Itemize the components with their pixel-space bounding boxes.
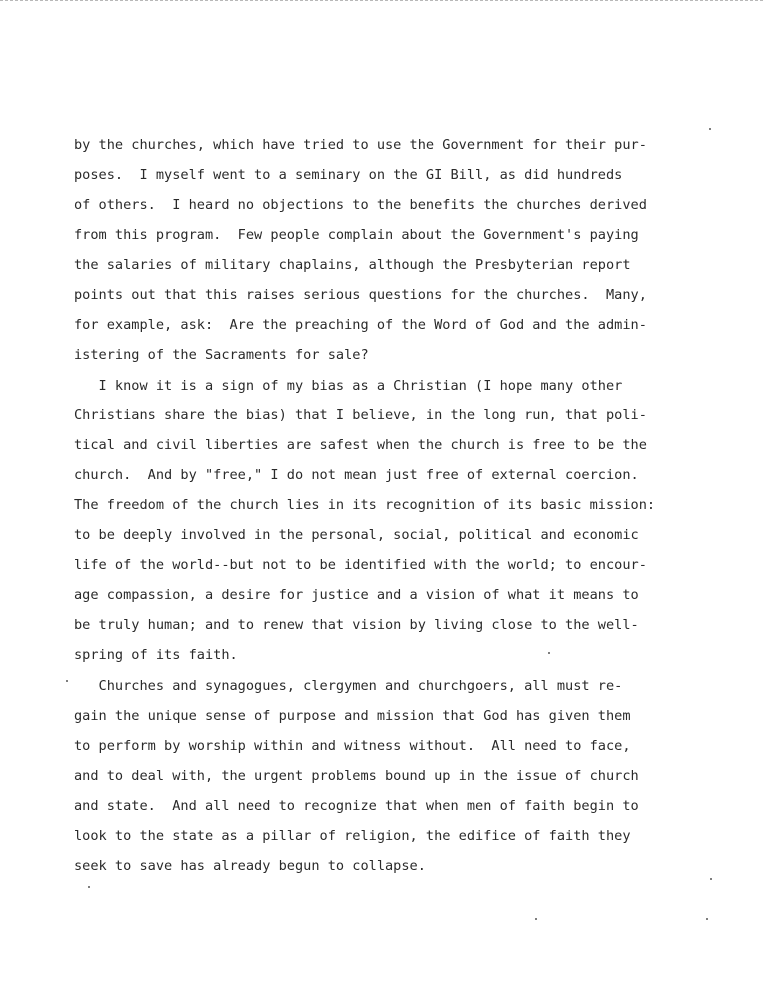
text-line: points out that this raises serious questions for the churches. Many,	[74, 287, 647, 303]
text-line: seek to save has already begun to collapse.	[74, 858, 426, 874]
text-line: istering of the Sacraments for sale?	[74, 347, 369, 363]
scan-speck	[535, 918, 537, 920]
text-line: and to deal with, the urgent problems bound up in the issue of church	[74, 768, 639, 784]
text-line: The freedom of the church lies in its recognition of its basic mission:	[74, 497, 656, 513]
scan-speck	[548, 652, 550, 654]
text-line: poses. I myself went to a seminary on the GI Bill, as did hundreds	[74, 167, 623, 183]
text-line: to perform by worship within and witness without. All need to face,	[74, 738, 631, 754]
text-line: the salaries of military chaplains, although the Presbyterian report	[74, 257, 631, 273]
text-line: from this program. Few people complain about the Government's paying	[74, 227, 639, 243]
text-line: tical and civil liberties are safest when the church is free to be the	[74, 437, 647, 453]
text-line: of others. I heard no objections to the benefits the churches derived	[74, 197, 647, 213]
text-line: I know it is a sign of my bias as a Christian (I hope many other	[74, 378, 623, 394]
text-line: Christians share the bias) that I believe, in the long run, that poli-	[74, 407, 647, 423]
text-line: spring of its faith.	[74, 647, 238, 663]
text-line: for example, ask: Are the preaching of the Word of God and the admin-	[74, 317, 647, 333]
text-line: age compassion, a desire for justice and a vision of what it means to	[74, 587, 639, 603]
text-line: church. And by "free," I do not mean just free of external coercion.	[74, 467, 639, 483]
text-line: by the churches, which have tried to use the Government for their pur-	[74, 137, 647, 153]
text-line: be truly human; and to renew that vision by living close to the well-	[74, 617, 639, 633]
scan-speck	[66, 680, 68, 682]
text-line: gain the unique sense of purpose and mission that God has given them	[74, 708, 631, 724]
scan-speck	[710, 878, 712, 880]
text-line: to be deeply involved in the personal, social, political and economic	[74, 527, 639, 543]
scan-speck	[709, 128, 711, 130]
scan-speck	[88, 886, 90, 888]
text-line: and state. And all need to recognize that when men of faith begin to	[74, 798, 639, 814]
scan-speck	[706, 918, 708, 920]
text-line: look to the state as a pillar of religion, the edifice of faith they	[74, 828, 631, 844]
text-line: Churches and synagogues, clergymen and churchgoers, all must re-	[74, 678, 623, 694]
text-line: life of the world--but not to be identified with the world; to encour-	[74, 557, 647, 573]
